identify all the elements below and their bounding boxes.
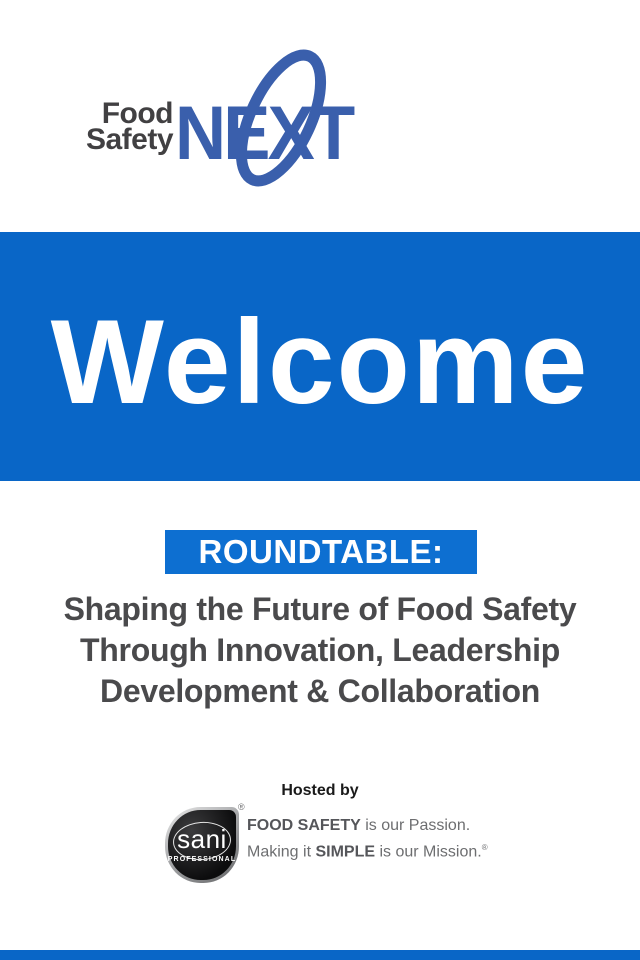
- tagline-bold-simple: SIMPLE: [315, 843, 376, 861]
- sani-professional-label: PROFESSIONAL: [167, 856, 237, 863]
- welcome-banner: [0, 232, 640, 481]
- tagline-line-1: [247, 815, 488, 837]
- tagline-bold-food-safety: FOOD SAFETY: [247, 817, 361, 834]
- sani-wordmark: sani: [177, 824, 227, 854]
- tagline-line-2: [247, 837, 488, 863]
- session-title: [0, 589, 640, 712]
- roundtable-badge: [165, 530, 477, 574]
- registered-mark-icon: ®: [481, 843, 488, 852]
- fsn-word-next: NEXT: [175, 91, 353, 176]
- fsn-wordmark: [85, 97, 173, 156]
- session-title-line-3: Development & Collaboration: [100, 673, 540, 709]
- welcome-text: Welcome: [50, 294, 590, 429]
- session-title-line-2: Through Innovation, Leadership: [80, 632, 560, 668]
- tagline-rest-2: is our Mission.: [375, 843, 482, 861]
- registered-mark-icon: ®: [238, 802, 245, 812]
- footer-bar: [0, 950, 640, 960]
- food-safety-next-logo: [0, 0, 400, 230]
- fsn-word-safety: Safety: [85, 123, 173, 156]
- active-food-safety-logo: [395, 55, 575, 205]
- session-title-line-1: Shaping the Future of Food Safety: [63, 591, 577, 627]
- tagline-rest-1: is our Passion.: [360, 817, 471, 834]
- roundtable-label: ROUNDTABLE:: [198, 533, 444, 570]
- hosted-by-label: Hosted by: [281, 782, 359, 799]
- sponsor-tagline: [247, 815, 488, 863]
- tagline-prefix-2: Making it: [247, 843, 316, 861]
- sani-professional-logo: [165, 802, 245, 885]
- fsn-word-food: Food: [101, 97, 173, 130]
